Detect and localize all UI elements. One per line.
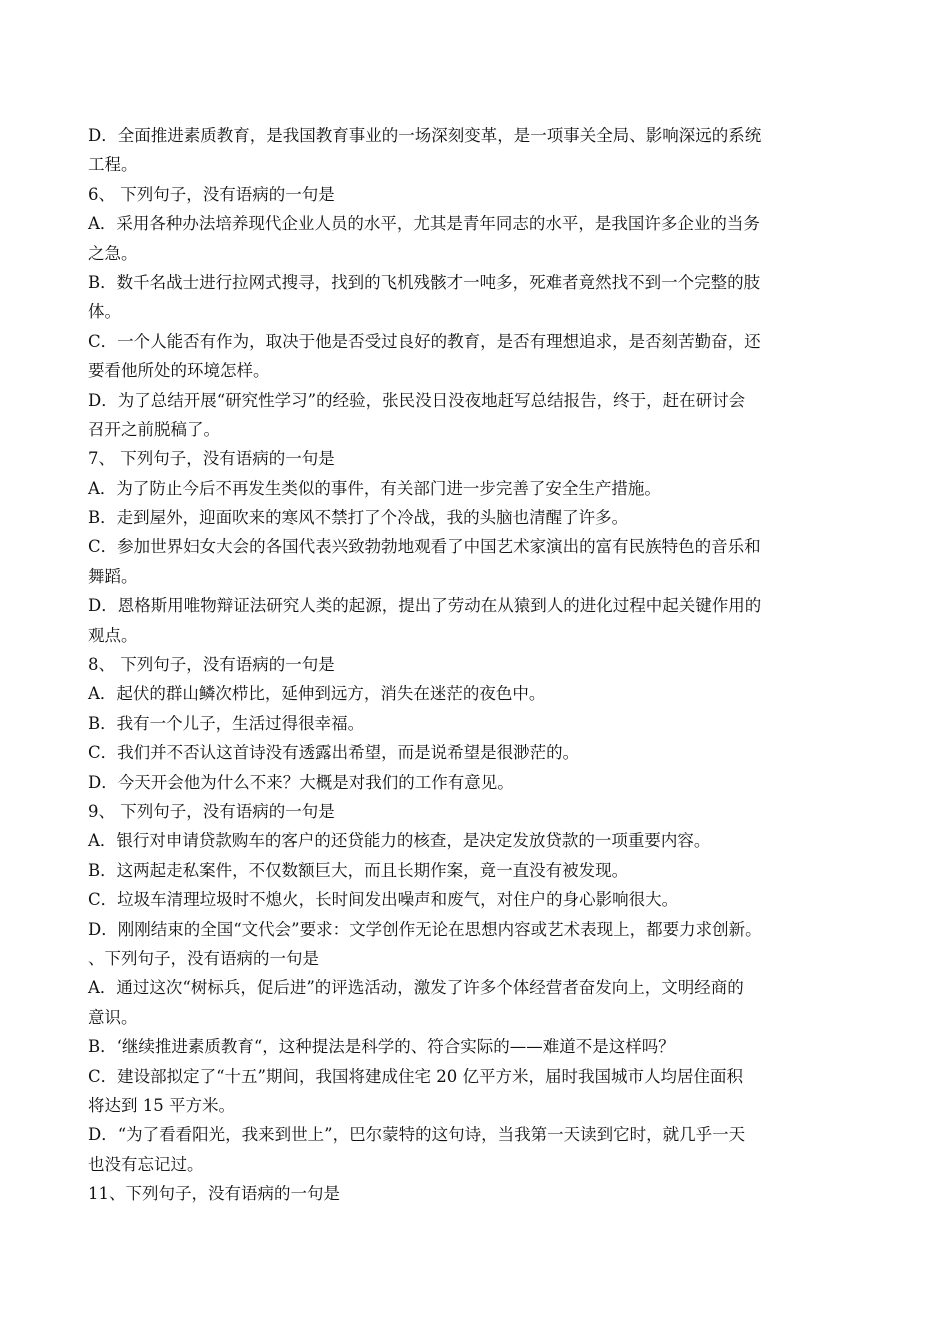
text-line: 召开之前脱稿了。 bbox=[88, 419, 220, 439]
text-line: D．全面推进素质教育，是我国教育事业的一场深刻变革，是一项事关全局、影响深远的系统 bbox=[88, 126, 762, 145]
text-line: 也没有忘记过。 bbox=[88, 1154, 204, 1174]
text-line: D．刚刚结束的全国“文代会”要求：文学创作无论在思想内容或艺术表现上，都要力求创新。 bbox=[88, 919, 762, 939]
text-line: D．为了总结开展“研究性学习”的经验，张民没日没夜地赶写总结报告，终于，赶在研讨会 bbox=[88, 390, 746, 410]
text-line: B．‘继续推进素质教育“，这种提法是科学的、符合实际的——难道不是这样吗？ bbox=[88, 1037, 675, 1057]
question-heading-11: 11、下列句子，没有语病的一句是 bbox=[88, 1184, 340, 1204]
text-line: D．“为了看看阳光，我来到世上”，巴尔蒙特的这句诗，当我第一天读到它时，就几乎一天 bbox=[88, 1125, 746, 1145]
question-heading-10: 、下列句子，没有语病的一句是 bbox=[88, 948, 319, 968]
text-line: 体。 bbox=[88, 302, 121, 322]
text-line: B．我有一个儿子，生活过得很幸福。 bbox=[88, 713, 365, 733]
text-line: C．垃圾车清理垃圾时不熄火，长时间发出噪声和废气，对住户的身心影响很大。 bbox=[88, 890, 679, 910]
text-line: 意识。 bbox=[88, 1007, 138, 1027]
question-heading-6: 6、 下列句子，没有语病的一句是 bbox=[88, 184, 335, 204]
text-line: D．今天开会他为什么不来？大概是对我们的工作有意见。 bbox=[88, 772, 514, 792]
text-line: 舞蹈。 bbox=[88, 566, 138, 586]
text-line: A．通过这次“树标兵，促后进”的评选活动，激发了许多个体经营者奋发向上，文明经商的 bbox=[88, 978, 744, 998]
text-line: A．起伏的群山鳞次栉比，延伸到远方，消失在迷茫的夜色中。 bbox=[88, 684, 546, 704]
text-line: A．银行对申请贷款购车的客户的还贷能力的核查，是决定发放贷款的一项重要内容。 bbox=[88, 831, 711, 851]
text-line: D．恩格斯用唯物辩证法研究人类的起源，提出了劳动在从猿到人的进化过程中起关键作用的 bbox=[88, 596, 762, 616]
text-line: A．为了防止今后不再发生类似的事件，有关部门进一步完善了安全生产措施。 bbox=[88, 478, 661, 498]
question-heading-7: 7、 下列句子，没有语病的一句是 bbox=[88, 449, 335, 469]
text-line: 要看他所处的环境怎样。 bbox=[88, 361, 270, 381]
text-line: C．参加世界妇女大会的各国代表兴致勃勃地观看了中国艺术家演出的富有民族特色的音乐和 bbox=[88, 537, 761, 557]
question-heading-9: 9、 下列句子，没有语病的一句是 bbox=[88, 801, 335, 821]
text-line: B．这两起走私案件，不仅数额巨大，而且长期作案，竟一直没有被发现。 bbox=[88, 860, 629, 880]
text-line: C．我们并不否认这首诗没有透露出希望，而是说希望是很渺茫的。 bbox=[88, 743, 580, 763]
text-line: 将达到 15 平方米。 bbox=[88, 1095, 235, 1115]
text-line: 之急。 bbox=[88, 243, 138, 263]
text-line: C．建设部拟定了“十五”期间，我国将建成住宅 20 亿平方米，届时我国城市人均居住面积 bbox=[88, 1066, 743, 1086]
text-line: C．一个人能否有作为，取决于他是否受过良好的教育，是否有理想追求，是否刻苦勤奋，还 bbox=[88, 331, 761, 351]
text-line: 观点。 bbox=[88, 625, 138, 645]
question-heading-8: 8、 下列句子，没有语病的一句是 bbox=[88, 655, 335, 675]
document-page bbox=[88, 121, 878, 1208]
text-line: B．走到屋外，迎面吹来的寒风不禁打了个冷战，我的头脑也清醒了许多。 bbox=[88, 508, 629, 528]
text-line: B．数千名战士进行拉网式搜寻，找到的飞机残骸才一吨多，死难者竟然找不到一个完整的肢 bbox=[88, 272, 761, 292]
text-line: A．采用各种办法培养现代企业人员的水平，尤其是青年同志的水平，是我国许多企业的当务 bbox=[88, 214, 760, 234]
text-line: 工程。 bbox=[88, 155, 138, 175]
